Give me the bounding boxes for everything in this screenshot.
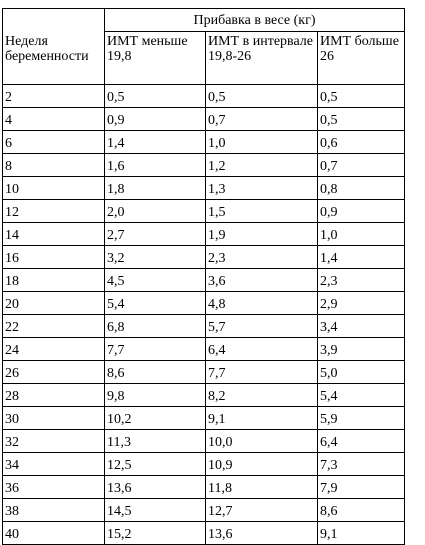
bmi-range-cell: 1,3 [206,177,318,200]
bmi-under-cell: 8,6 [105,361,206,384]
week-cell: 20 [3,292,105,315]
week-cell: 12 [3,200,105,223]
bmi-range-cell: 0,7 [206,108,318,131]
bmi-range-cell: 1,2 [206,154,318,177]
bmi-over-cell: 7,3 [318,453,405,476]
bmi-range-cell: 2,3 [206,246,318,269]
table-row [3,476,405,499]
bmi-range-cell: 3,6 [206,269,318,292]
table-row [3,499,405,522]
bmi-range-cell: 1,0 [206,131,318,154]
bmi-over-cell: 3,9 [318,338,405,361]
bmi-over-cell: 8,6 [318,499,405,522]
bmi-range-cell: 0,5 [206,85,318,108]
table-row [3,453,405,476]
bmi-over-cell: 0,8 [318,177,405,200]
week-cell: 24 [3,338,105,361]
bmi-range-header: ИМТ в интервале 19,8-26 [206,32,318,85]
week-cell: 40 [3,522,105,545]
bmi-under-cell: 1,8 [105,177,206,200]
table-row [3,315,405,338]
bmi-over-header: ИМТ больше 26 [318,32,405,85]
bmi-range-cell: 6,4 [206,338,318,361]
bmi-range-cell: 12,7 [206,499,318,522]
table-row [3,407,405,430]
table-row [3,430,405,453]
table-row [3,131,405,154]
bmi-under-header: ИМТ меньше 19,8 [105,32,206,85]
bmi-over-cell: 5,9 [318,407,405,430]
bmi-under-cell: 2,7 [105,223,206,246]
bmi-under-cell: 2,0 [105,200,206,223]
bmi-under-cell: 7,7 [105,338,206,361]
bmi-under-cell: 14,5 [105,499,206,522]
table-row [3,246,405,269]
week-cell: 34 [3,453,105,476]
bmi-under-cell: 13,6 [105,476,206,499]
bmi-range-cell: 13,6 [206,522,318,545]
bmi-over-cell: 1,0 [318,223,405,246]
week-cell: 26 [3,361,105,384]
table-row [3,85,405,108]
bmi-over-cell: 2,3 [318,269,405,292]
bmi-over-cell: 0,9 [318,200,405,223]
bmi-range-cell: 1,5 [206,200,318,223]
table-body [3,85,405,545]
bmi-over-cell: 6,4 [318,430,405,453]
table-row [3,223,405,246]
bmi-over-cell: 5,0 [318,361,405,384]
bmi-range-cell: 1,9 [206,223,318,246]
bmi-over-cell: 5,4 [318,384,405,407]
bmi-under-cell: 1,4 [105,131,206,154]
table-row [3,108,405,131]
bmi-range-cell: 10,9 [206,453,318,476]
bmi-over-cell: 0,7 [318,154,405,177]
table-row [3,338,405,361]
bmi-under-cell: 6,8 [105,315,206,338]
table-row [3,200,405,223]
bmi-range-cell: 5,7 [206,315,318,338]
weight-gain-table [2,8,405,545]
week-cell: 30 [3,407,105,430]
bmi-over-cell: 9,1 [318,522,405,545]
bmi-under-cell: 3,2 [105,246,206,269]
bmi-under-cell: 10,2 [105,407,206,430]
week-cell: 32 [3,430,105,453]
bmi-over-cell: 0,5 [318,108,405,131]
bmi-over-cell: 3,4 [318,315,405,338]
table-row [3,177,405,200]
bmi-under-cell: 4,5 [105,269,206,292]
bmi-over-cell: 1,4 [318,246,405,269]
week-cell: 6 [3,131,105,154]
week-cell: 28 [3,384,105,407]
bmi-under-cell: 0,5 [105,85,206,108]
week-cell: 2 [3,85,105,108]
table-row [3,292,405,315]
week-cell: 38 [3,499,105,522]
bmi-range-cell: 4,8 [206,292,318,315]
bmi-under-cell: 11,3 [105,430,206,453]
table-row [3,269,405,292]
week-cell: 8 [3,154,105,177]
week-column-header: Неделя беременности [3,9,105,85]
bmi-under-cell: 12,5 [105,453,206,476]
table-row [3,522,405,545]
week-cell: 14 [3,223,105,246]
week-cell: 4 [3,108,105,131]
table-row [3,154,405,177]
bmi-under-cell: 15,2 [105,522,206,545]
bmi-over-cell: 0,5 [318,85,405,108]
weight-gain-group-header: Прибавка в весе (кг) [105,9,405,32]
table-row [3,384,405,407]
bmi-under-cell: 1,6 [105,154,206,177]
bmi-over-cell: 0,6 [318,131,405,154]
bmi-range-cell: 9,1 [206,407,318,430]
week-cell: 16 [3,246,105,269]
bmi-range-cell: 10,0 [206,430,318,453]
bmi-over-cell: 7,9 [318,476,405,499]
bmi-over-cell: 2,9 [318,292,405,315]
week-cell: 10 [3,177,105,200]
bmi-range-cell: 8,2 [206,384,318,407]
table-row [3,361,405,384]
bmi-range-cell: 7,7 [206,361,318,384]
week-cell: 22 [3,315,105,338]
week-cell: 18 [3,269,105,292]
bmi-under-cell: 0,9 [105,108,206,131]
week-cell: 36 [3,476,105,499]
bmi-under-cell: 9,8 [105,384,206,407]
bmi-range-cell: 11,8 [206,476,318,499]
bmi-under-cell: 5,4 [105,292,206,315]
